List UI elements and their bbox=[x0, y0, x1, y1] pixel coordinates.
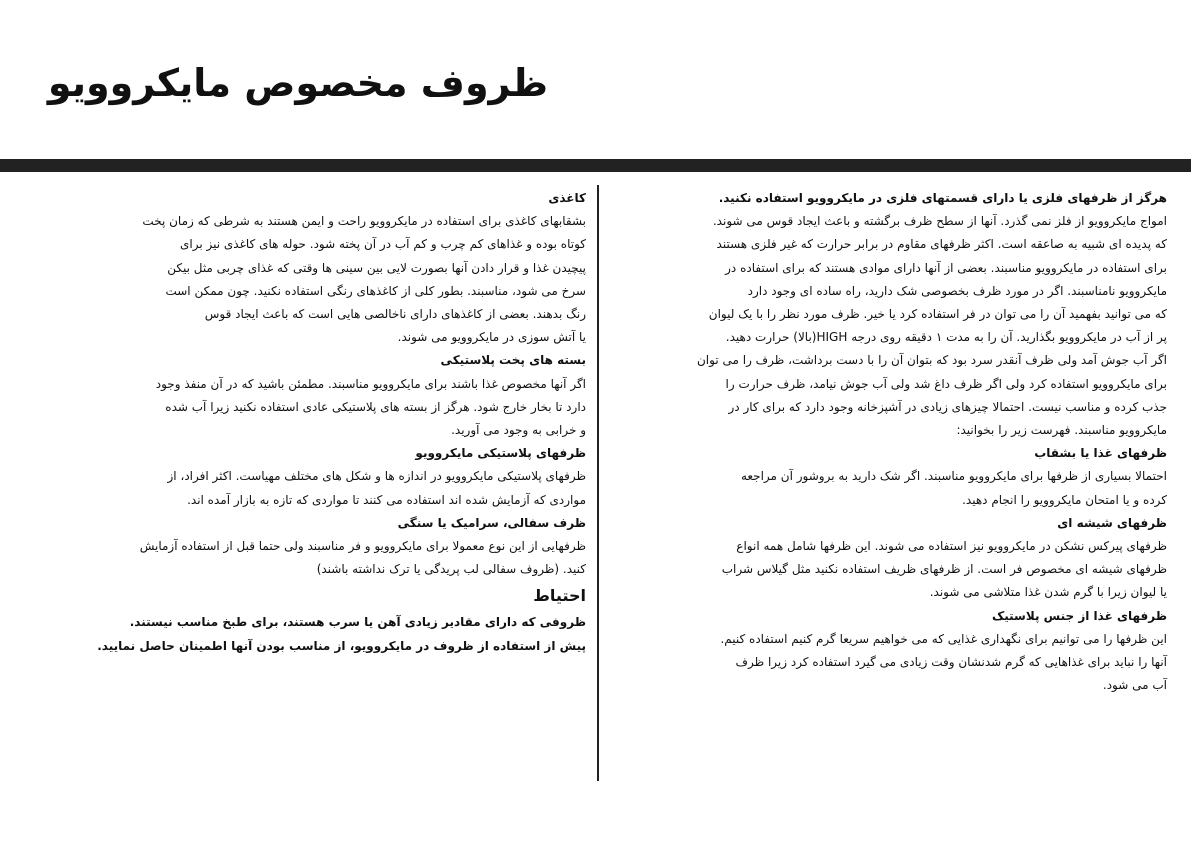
left-line-18: ظروفی که دارای مقادیر زیادی آهن یا سرب هستند، برای طبخ مناسب نیستند. bbox=[129, 615, 586, 630]
right-line-18: ظرفهای غذا از جنس پلاستیک bbox=[991, 608, 1167, 623]
left-line-13: مواردی که آزمایش شده اند استفاده می کنند تا مواردی که تازه به بازار آمده اند. bbox=[187, 492, 586, 507]
right-line-0: هرگز از ظرفهای فلزی یا دارای قسمتهای فلزی در مایکروویو استفاده نکنید. bbox=[718, 191, 1167, 205]
left-line-8: اگر آنها مخصوص غذا باشند برای مایکروویو مناسبند. مطمئن باشید که در آن منفذ وجود bbox=[155, 376, 586, 391]
right-line-1: امواج مایکروویو از فلز نمی گذرد. آنها از سطح ظرف برگشته و باعث ایجاد قوس می شوند. bbox=[712, 214, 1167, 229]
left-line-2: کوتاه بوده و غذاهای کم چرب و کم آب در آن پخته شود. حوله های کاغذی نیز برای bbox=[180, 237, 586, 252]
right-line-2: که پدیده ای شبیه به صاعقه است. اکثر ظرفهای مقاوم در برابر حرارت که غیر فلزی هستند bbox=[716, 237, 1167, 252]
right-line-7: اگر آب جوش آمد ولی ظرف آنقدر سرد بود که بتوان آن را با دست برداشت، ظرف را می توان bbox=[696, 353, 1167, 368]
right-line-21: آب می شود. bbox=[1102, 678, 1167, 693]
left-line-9: دارد تا بخار خارج شود. هرگز از بسته های پلاستیکی عادی استفاده نکنید زیرا آب شده bbox=[165, 399, 586, 414]
header-bar bbox=[0, 159, 1191, 172]
column-divider bbox=[597, 185, 599, 781]
left-line-16: کنید. (ظروف سفالی لب پریدگی یا ترک نداشته باشند) bbox=[316, 562, 586, 577]
right-line-9: جذب کرده و مناسب نیست. احتمالا چیزهای زیادی در آشپزخانه وجود دارد که برای کار در bbox=[728, 399, 1167, 414]
left-line-4: سرخ می شود، مناسبند. بطور کلی از کاغذهای رنگی استفاده نکنید. چون ممکن است bbox=[165, 283, 586, 298]
left-line-19: پیش از استفاده از ظروف در مایکروویو، از مناسب بودن آنها اطمینان حاصل نمایید. bbox=[97, 638, 586, 653]
right-line-5: که می توانید بفهمید آن را می توان در فر استفاده کرد یا خیر. ظرف مورد نظر را با یک لیوان bbox=[708, 307, 1167, 322]
right-line-17: یا لیوان زیرا با گرم شدن غذا متلاشی می شوند. bbox=[929, 585, 1167, 600]
right-line-6: پر از آب در مایکروویو بگذارید. آن را به مدت ۱ دقیقه روی درجه HIGH(بالا) حرارت دهید. bbox=[725, 330, 1167, 345]
right-line-16: ظرفهای شیشه ای مخصوص فر است. از ظرفهای ظریف استفاده نکنید مثل گیلاس شراب bbox=[721, 562, 1167, 577]
left-line-5: رنگ بدهند. بعضی از کاغذهای دارای ناخالصی هایی است که باعث ایجاد قوس bbox=[204, 307, 586, 322]
left-column bbox=[38, 187, 586, 658]
left-line-7: بسته های پخت پلاستیکی bbox=[440, 353, 586, 368]
left-line-0: کاغذی bbox=[548, 191, 586, 205]
left-line-1: بشقابهای کاغذی برای استفاده در مایکروویو راحت و ایمن هستند به شرطی که زمان پخت bbox=[142, 214, 586, 229]
right-line-11: ظرفهای غذا یا بشقاب bbox=[1034, 446, 1167, 461]
left-line-17: احتیاط bbox=[533, 586, 586, 606]
left-line-12: ظرفهای پلاستیکی مایکروویو در اندازه ها و شکل های مختلف مهیاست. اکثر افراد، از bbox=[167, 469, 586, 484]
right-line-12: احتمالا بسیاری از ظرفها برای مایکروویو مناسبند. اگر شک دارید به بروشور آن مراجعه bbox=[740, 469, 1167, 484]
right-line-19: این ظرفها را می توانیم برای نگهداری غذایی که می خواهیم سریعا گرم کنیم استفاده کنیم. bbox=[720, 631, 1167, 646]
left-line-6: یا آتش سوزی در مایکروویو می شوند. bbox=[397, 330, 586, 345]
right-line-15: ظرفهای پیرکس نشکن در مایکروویو نیز استفاده می شوند. این ظرفها شامل همه انواع bbox=[736, 539, 1167, 554]
left-line-3: پیچیدن غذا و قرار دادن آنها بصورت لایی بین سینی ها وقتی که غذای چربی مثل بیکن bbox=[167, 260, 586, 275]
left-line-14: ظرف سفالی، سرامیک یا سنگی bbox=[397, 515, 586, 530]
right-line-13: کرده و یا امتحان مایکروویو را انجام دهید. bbox=[962, 492, 1167, 507]
right-line-3: برای استفاده در مایکروویو مناسبند. بعضی از آنها دارای موادی هستند که برای استفاده در bbox=[725, 260, 1167, 275]
right-column bbox=[612, 187, 1167, 697]
right-line-4: مایکروویو نامناسبند. اگر در مورد ظرف بخصوصی شک دارید، راه ساده ای وجود دارد bbox=[747, 283, 1167, 298]
page-title: ظروف مخصوص مایکروویو bbox=[47, 61, 548, 105]
right-line-8: برای مایکروویو استفاده کرد ولی اگر ظرف داغ شد ولی آب جوش نیامد، ظرف حرارت را bbox=[725, 376, 1167, 391]
left-line-11: ظرفهای پلاستیکی مایکروویو bbox=[415, 446, 586, 461]
left-line-15: ظرفهایی از این نوع معمولا برای مایکروویو و فر مناسبند ولی حتما قبل از استفاده آزمایش bbox=[139, 539, 586, 554]
right-line-20: آنها را نباید برای غذاهایی که گرم شدنشان وقت زیادی می گیرد استفاده کرد زیرا ظرف bbox=[735, 655, 1167, 670]
left-line-10: و خرابی به وجود می آورید. bbox=[451, 423, 586, 438]
right-line-14: ظرفهای شیشه ای bbox=[1057, 515, 1167, 530]
right-line-10: مایکروویو مناسبند. فهرست زیر را بخوانید: bbox=[956, 423, 1167, 438]
